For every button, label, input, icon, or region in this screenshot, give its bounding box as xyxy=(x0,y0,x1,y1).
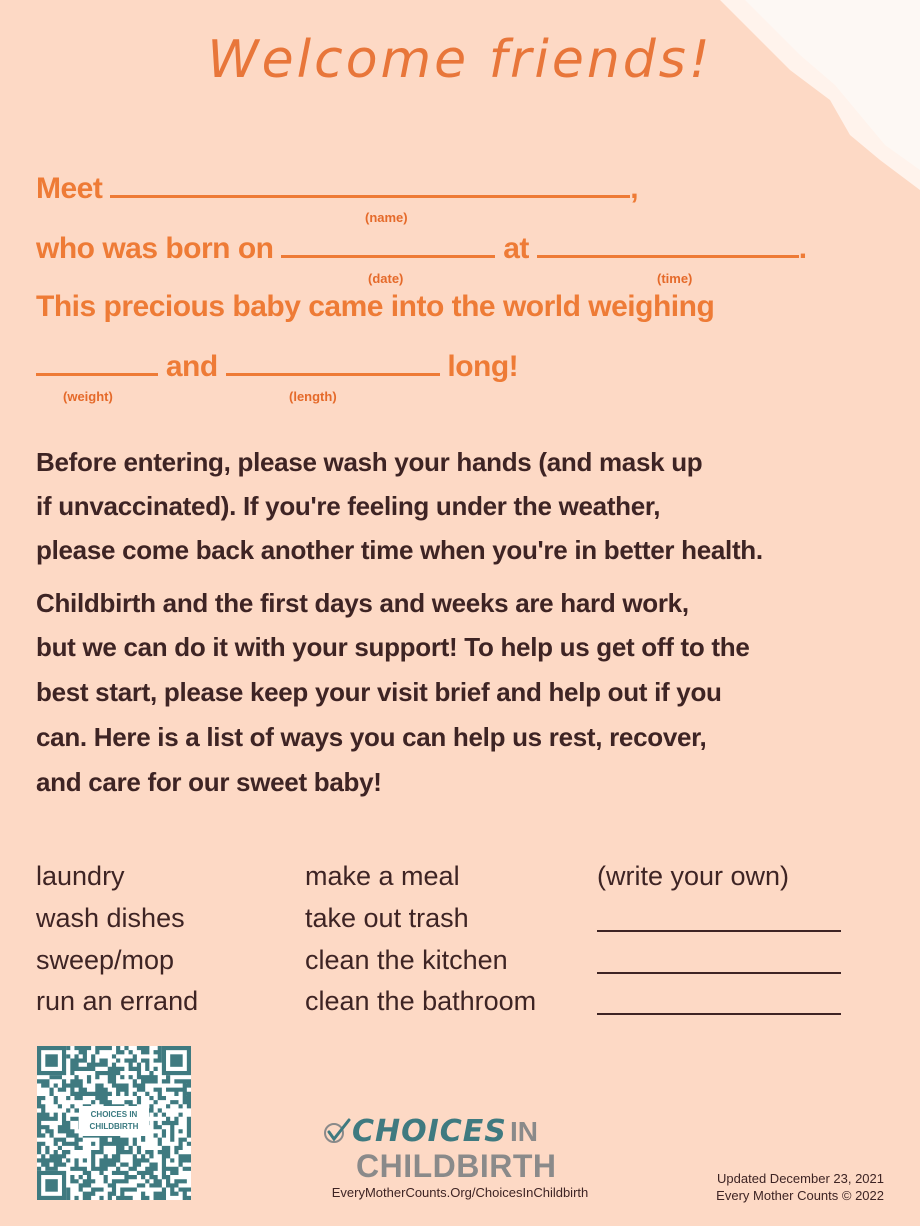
logo-url[interactable]: EveryMotherCounts.Org/ChoicesInChildbirth xyxy=(331,1185,589,1200)
paragraph-line: please come back another time when you're in better health. xyxy=(36,535,763,565)
task-item: take out trash xyxy=(305,903,469,933)
born-line xyxy=(36,232,807,266)
time-blank[interactable] xyxy=(537,235,799,258)
long-label: long! xyxy=(447,350,519,383)
at-label: at xyxy=(503,232,529,265)
copyright: Every Mother Counts © 2022 xyxy=(716,1188,884,1203)
write-your-own-line[interactable] xyxy=(597,972,841,974)
task-item: wash dishes xyxy=(36,903,185,933)
qr-code[interactable] xyxy=(37,1046,191,1200)
name-caption: (name) xyxy=(365,210,408,225)
logo-in: IN xyxy=(510,1116,538,1147)
meet-label: Meet xyxy=(36,172,103,205)
length-blank[interactable] xyxy=(226,353,440,376)
task-item: run an errand xyxy=(36,986,199,1016)
task-item: laundry xyxy=(36,861,125,891)
qr-finder xyxy=(37,1046,66,1075)
weight-line xyxy=(36,350,518,384)
born-period: . xyxy=(798,232,807,265)
meet-comma: , xyxy=(630,172,639,205)
paragraph-line: and care for our sweet baby! xyxy=(36,767,382,797)
date-blank[interactable] xyxy=(281,235,495,258)
paragraph-line: can. Here is a list of ways you can help us rest, recover, xyxy=(36,722,707,752)
date-caption: (date) xyxy=(368,271,404,286)
paragraph-line: but we can do it with your support! To help us get off to the xyxy=(36,632,750,662)
task-item: clean the bathroom xyxy=(305,986,537,1016)
weight-blank[interactable] xyxy=(36,353,158,376)
page-title: Welcome friends! xyxy=(207,30,713,90)
qr-badge xyxy=(79,1106,149,1136)
logo-childbirth: CHILDBIRTH xyxy=(356,1148,557,1184)
and-label: and xyxy=(165,350,218,383)
checkmark-icon xyxy=(322,1118,352,1144)
logo-choices: CHOICES xyxy=(352,1114,507,1149)
qr-finder xyxy=(162,1046,191,1075)
time-caption: (time) xyxy=(657,271,693,286)
paragraph-line: Before entering, please wash your hands (and mask up xyxy=(36,447,703,477)
length-caption: (length) xyxy=(289,389,337,404)
write-your-own-header: (write your own) xyxy=(597,861,790,891)
paragraph-line: if unvaccinated). If you're feeling under the weather, xyxy=(36,491,661,521)
born-on-label: who was born on xyxy=(36,232,274,265)
precious-line: This precious baby came into the world weighing xyxy=(36,290,715,323)
write-your-own-line[interactable] xyxy=(597,930,841,932)
task-item: sweep/mop xyxy=(36,945,175,975)
qr-badge-line: CHILDBIRTH xyxy=(89,1122,139,1131)
write-your-own-line[interactable] xyxy=(597,1013,841,1015)
paragraph-line: best start, please keep your visit brief and help out if you xyxy=(36,677,722,707)
paragraph-line: Childbirth and the first days and weeks are hard work, xyxy=(36,588,689,618)
meet-line xyxy=(36,172,638,206)
task-item: clean the kitchen xyxy=(305,945,508,975)
qr-badge-line: CHOICES IN xyxy=(90,1110,138,1119)
task-item: make a meal xyxy=(305,861,460,891)
updated-date: Updated December 23, 2021 xyxy=(717,1171,884,1186)
name-blank[interactable] xyxy=(110,175,630,198)
weight-caption: (weight) xyxy=(63,389,113,404)
